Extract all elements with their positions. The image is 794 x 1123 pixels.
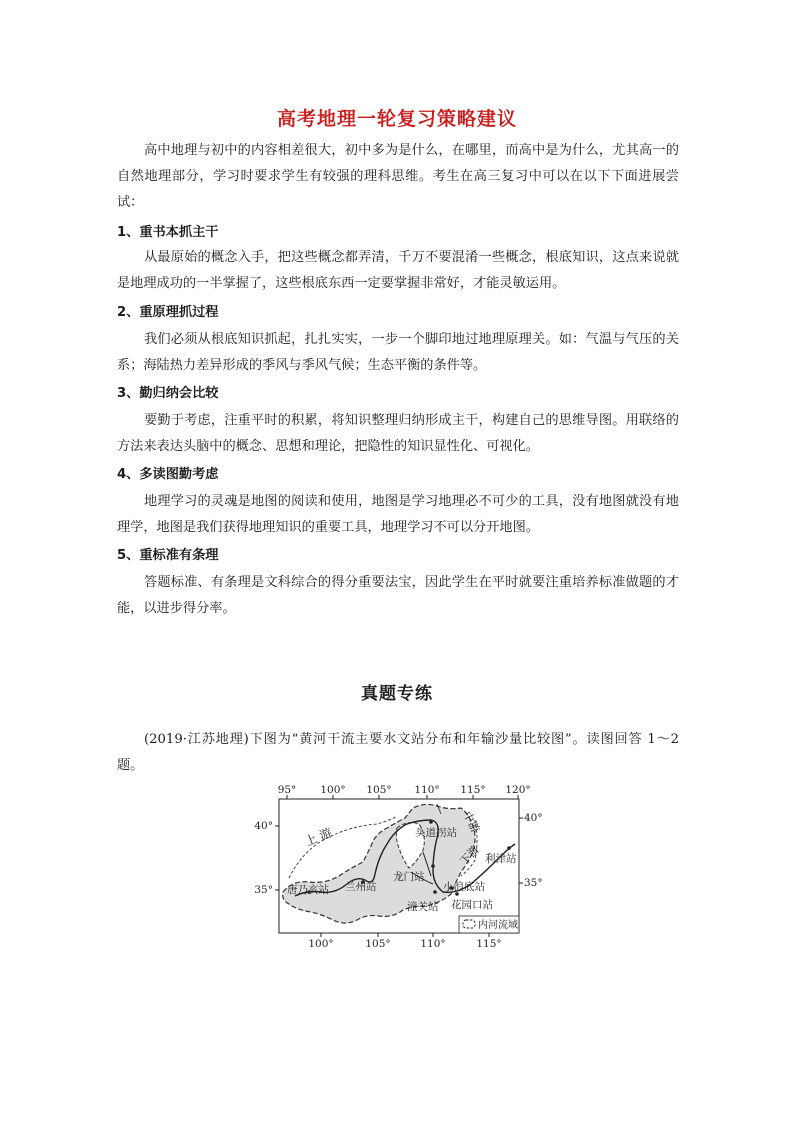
lat-label-left-35: 35°: [254, 884, 273, 896]
station-dot-tongguan: [433, 890, 437, 894]
region-lower-label: 下游: [457, 842, 482, 869]
station-dot-longmen: [431, 864, 435, 868]
station-label-tongguan: 潼关站: [407, 901, 439, 913]
question-text: (2019·江苏地理)下图为“黄河干流主要水文站分布和年输沙量比较图”。读图回答 1～2 题。: [117, 732, 679, 773]
map-svg: [247, 780, 547, 952]
lon-label-bottom-105: 105°: [365, 938, 391, 950]
section-4-heading: 4、多读图勤考虑: [117, 467, 219, 482]
lat-label-right-35: 35°: [524, 877, 543, 889]
section-3-heading: 3、勤归纳会比较: [117, 386, 219, 401]
section-2-heading: 2、重原理抓过程: [117, 305, 219, 320]
station-label-tangnaihai: 唐乃亥站: [287, 884, 329, 896]
lon-label-95: 95°: [277, 784, 297, 796]
station-label-lijin: 利津站: [485, 853, 517, 865]
page-title: 高考地理一轮复习策略建议: [276, 108, 517, 130]
region-upper-label: 上 游: [302, 825, 334, 849]
lon-label-bottom-100: 100°: [308, 938, 334, 950]
lon-label-115: 115°: [460, 784, 486, 796]
section-2-body: 我们必须从根底知识抓起，扎扎实实，一步一个脚印地过地理原理关。如：气温与气压的关系；海陆热力差异形成的季风与季风气候；生态平衡的条件等。: [117, 332, 679, 373]
intro-paragraph: 高中地理与初中的内容相差很大，初中多为是什么，在哪里，而高中是为什么，尤其高一的自然地理部分，学习时要求学生有较强的理科思维。考生在高三复习中可以在以下下面进展尝试：: [117, 143, 679, 210]
region-middle-label: 中游: [460, 809, 483, 835]
lon-label-110: 110°: [414, 784, 440, 796]
section-1-body: 从最原始的概念入手，把这些概念都弄清，千万不要混淆一些概念，根底知识，这点来说就是地理成功的一半掌握了，这些根底东西一定要掌握非常好，才能灵敏运用。: [117, 250, 679, 291]
station-label-lanzhou: 兰州站: [345, 881, 377, 893]
station-label-huayuankou: 花园口站: [451, 899, 493, 911]
lat-label-right-40: 40°: [524, 812, 543, 824]
station-dot-toudaoguai: [429, 820, 433, 824]
yellow-river-map: [247, 780, 547, 952]
section-4-body: 地理学习的灵魂是地图的阅读和使用，地图是学习地理必不可少的工具，没有地图就没有地理学，地图是我们获得地理知识的重要工具，地理学习不可以分开地图。: [117, 494, 679, 535]
lat-label-left-40: 40°: [254, 820, 273, 832]
station-label-xiaolangdi: 小浪底站: [443, 881, 485, 893]
station-dot-lijin: [507, 846, 511, 850]
section-5-heading: 5、重标准有条理: [117, 548, 219, 563]
section-5-body: 答题标准、有条理是文科综合的得分重要法宝，因此学生在平时就要注重培养标准做题的才能，以进步得分率。: [117, 575, 679, 616]
practice-title: 真题专练: [361, 684, 433, 704]
lon-label-120: 120°: [505, 784, 531, 796]
lon-label-105: 105°: [366, 784, 392, 796]
legend-label: 内河流域: [478, 920, 518, 931]
station-label-longmen: 龙门站: [393, 871, 425, 883]
lon-label-bottom-110: 110°: [420, 938, 446, 950]
lon-label-100: 100°: [320, 784, 346, 796]
lon-label-bottom-115: 115°: [476, 938, 502, 950]
section-3-body: 要勤于考虑，注重平时的积累，将知识整理归纳形成主干，构建自己的思维导图。用联络的方法来表达头脑中的概念、思想和理论，把隐性的知识显性化、可视化。: [117, 413, 679, 454]
section-1-heading: 1、重书本抓主干: [117, 225, 219, 240]
station-label-toudaoguai: 头道拐站: [415, 827, 457, 839]
